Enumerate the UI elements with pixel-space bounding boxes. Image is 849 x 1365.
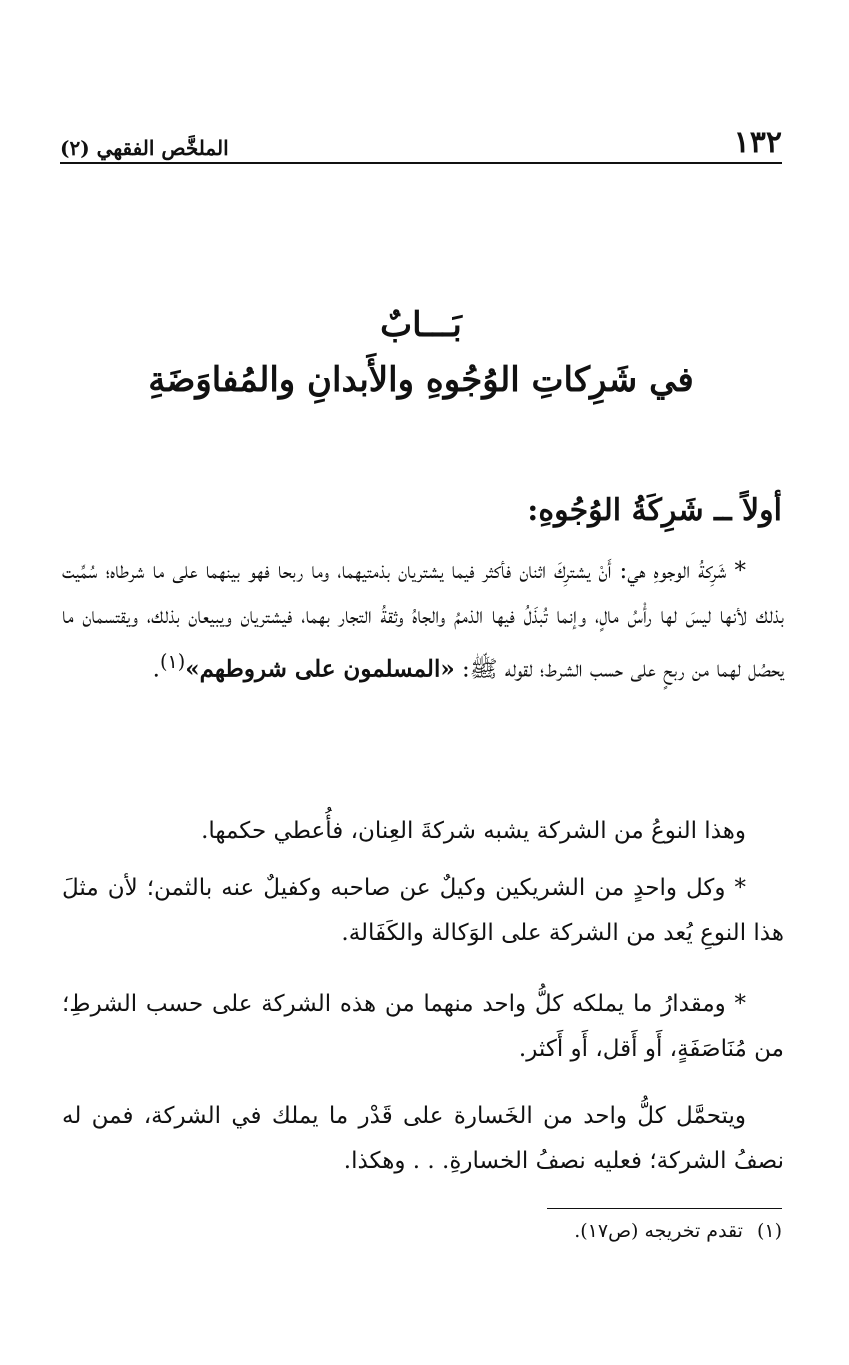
footnote-divider: [547, 1208, 782, 1209]
paragraph-1-end: .: [152, 656, 160, 683]
chapter-label: بَـــابٌ: [380, 305, 462, 345]
paragraph-5: ويتحمَّل كلُّ واحد من الخَسارة على قَدْر ما يملك في الشركة، فمن له نصفُ الشركة؛ فعليه نصفُ الخسارةِ. . . وهكذا.: [62, 1103, 784, 1174]
paragraph-1-text: * شَرِكةُ الوجوهِ هي: أَنْ يشترِكَ اثنان فأكثر فيما يشتريان بذمتيهما، وما ربحا فهو بينهما على ما شرطاه؛ سُمِّيت بذلك لأنها ليسَ لها رأْسُ مالٍ، وإنما تُبذَلُ فيها الذممُ والجاهُ وثقةُ التجار بهما، فيشتريان ويبيعان بذلك، ويقتسمان ما يحصُل لهما من ربحٍ على حسب الشرط؛ لقوله ﷺ:: [62, 558, 784, 683]
chapter-title: في شَرِكاتِ الوُجُوهِ والأَبدانِ والمُفاوَضَةِ: [148, 360, 694, 400]
hadith-quote: «المسلمون على شروطهم»: [185, 655, 455, 683]
footnote-number: (١): [756, 1220, 782, 1242]
paragraph-2: وهذا النوعُ من الشركة يشبه شركةَ العِنان، فأُعطي حكمها.: [201, 818, 746, 844]
running-title: الملخَّص الفقهي (٢): [60, 136, 229, 160]
paragraph-3: * وكل واحدٍ من الشريكين وكيلٌ عن صاحبه وكفيلٌ عنه بالثمن؛ لأن مثلَ هذا النوعِ يُعد من الشركة على الوَكالة والكَفَالة.: [62, 875, 784, 946]
footnote-text: تقدم تخريجه (ص١٧).: [574, 1220, 743, 1242]
footnote: [574, 1220, 782, 1242]
footnote-reference: (١): [159, 650, 186, 673]
paragraph-1: [62, 549, 784, 693]
page-number: ١٣٢: [733, 125, 782, 160]
paragraph-4: * ومقدارُ ما يملكه كلُّ واحد منهما من هذه الشركة على حسب الشرطِ؛ من مُنَاصَفَةٍ، أَو أَقل، أَو أَكثر.: [62, 991, 784, 1062]
page-header: [60, 118, 782, 164]
section-heading: أولاً ــ شَرِكَةُ الوُجُوهِ:: [527, 493, 782, 528]
